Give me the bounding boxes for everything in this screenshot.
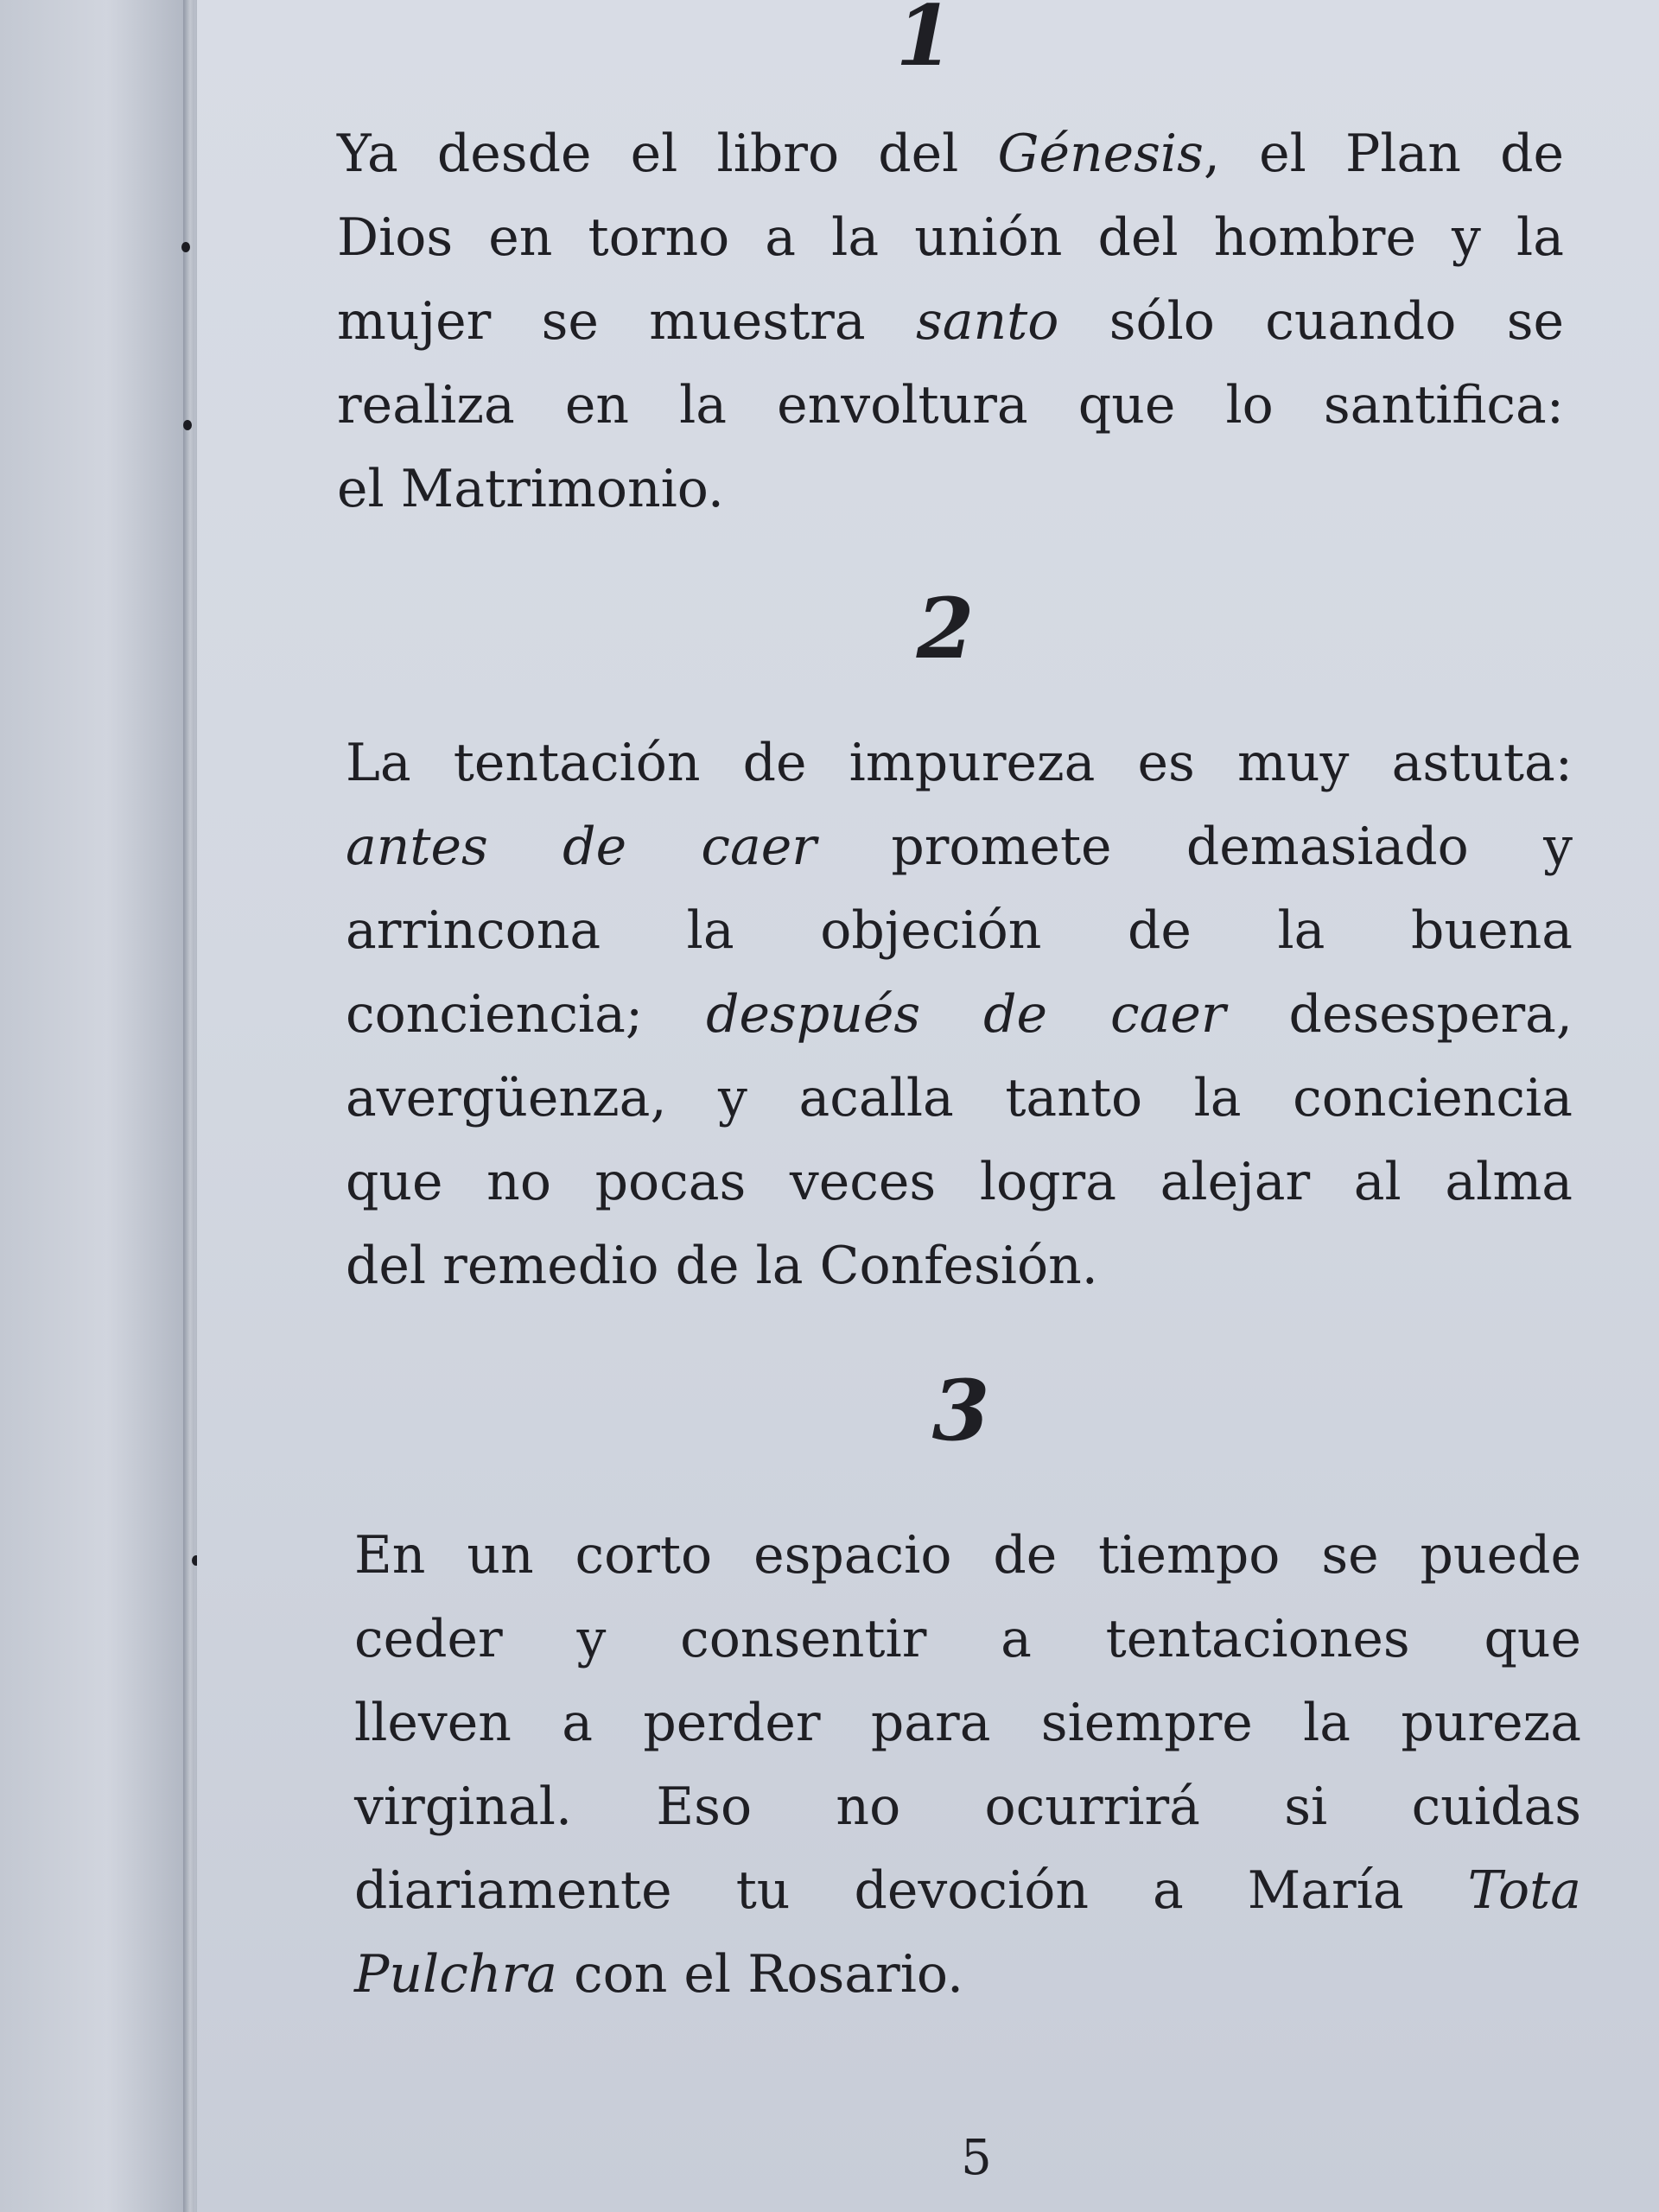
text-segment: conciencia;: [346, 984, 707, 1045]
text-line: [337, 448, 1564, 531]
section-paragraph: [354, 1514, 1581, 2017]
section-paragraph: [337, 112, 1564, 531]
book-gutter: [183, 0, 197, 2212]
text-segment: realiza en la envoltura que lo santifica:: [337, 375, 1564, 435]
section-number: 3: [931, 1362, 990, 1459]
text-line: [346, 889, 1573, 973]
italic-text: Tota: [1467, 1860, 1581, 1921]
text-line: [346, 973, 1573, 1057]
section-number: 2: [916, 580, 975, 677]
italic-text: antes de caer: [346, 817, 817, 877]
text-segment: Dios en torno a la unión del hombre y la: [337, 207, 1564, 268]
text-line: [337, 112, 1564, 196]
section-paragraph: [346, 721, 1573, 1308]
italic-text: Génesis: [997, 124, 1204, 184]
text-line: [354, 1514, 1581, 1598]
italic-text: después de caer: [706, 984, 1226, 1045]
binding-staple: [181, 242, 190, 252]
text-segment: ceder y consentir a tentaciones que: [354, 1609, 1581, 1669]
text-line: [354, 1681, 1581, 1765]
text-segment: , el Plan de: [1203, 124, 1564, 184]
text-segment: con el Rosario.: [556, 1944, 964, 2005]
text-line: [354, 1849, 1581, 1933]
text-segment: mujer se muestra: [337, 291, 916, 352]
italic-text: Pulchra: [354, 1944, 557, 2005]
text-line: [354, 1765, 1581, 1849]
text-line: [337, 280, 1564, 364]
text-segment: que no pocas veces logra alejar al alma: [346, 1152, 1573, 1212]
text-segment: avergüenza, y acalla tanto la conciencia: [346, 1068, 1573, 1128]
italic-text: santo: [915, 291, 1059, 352]
text-line: [354, 1933, 1581, 2017]
text-segment: sólo cuando se: [1058, 291, 1565, 352]
facing-page-edge: [0, 0, 194, 2212]
text-line: [346, 1224, 1573, 1308]
text-segment: La tentación de impureza es muy astuta:: [346, 733, 1573, 793]
text-line: [346, 1057, 1573, 1141]
text-segment: Ya desde el libro del: [337, 124, 998, 184]
booklet-page: [197, 0, 1659, 2212]
text-line: [346, 1141, 1573, 1224]
text-segment: desespera,: [1225, 984, 1573, 1045]
text-segment: promete demasiado y: [816, 817, 1573, 877]
text-segment: el Matrimonio.: [337, 459, 724, 519]
text-line: [354, 1598, 1581, 1681]
binding-staple: [183, 420, 192, 430]
text-line: [337, 364, 1564, 448]
text-line: [337, 196, 1564, 280]
text-segment: arrincona la objeción de la buena: [346, 900, 1573, 961]
section-number: 1: [895, 0, 954, 85]
text-segment: del remedio de la Confesión.: [346, 1236, 1098, 1296]
page-number: 5: [961, 2130, 992, 2186]
text-segment: lleven a perder para siempre la pureza: [354, 1693, 1581, 1753]
text-segment: virginal. Eso no ocurrirá si cuidas: [354, 1777, 1581, 1837]
text-segment: diariamente tu devoción a María: [354, 1860, 1468, 1921]
text-line: [346, 721, 1573, 805]
text-line: [346, 805, 1573, 889]
text-segment: En un corto espacio de tiempo se puede: [354, 1525, 1581, 1586]
